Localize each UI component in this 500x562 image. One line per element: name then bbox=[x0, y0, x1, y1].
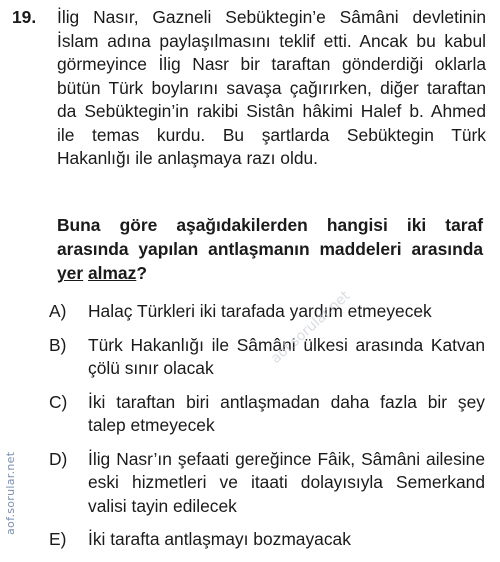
option-letter: D) bbox=[49, 448, 68, 469]
option-letter: E) bbox=[49, 529, 67, 549]
question-number: 19. bbox=[12, 7, 37, 27]
option-letter: C) bbox=[49, 391, 68, 412]
question-prompt bbox=[57, 213, 483, 285]
option-text: İlig Nasr’ın şefaati gereğince Fâik, Sâmâni ailesine eski hizmetleri ve itaati dolayısıyla Semerkand valisi tayin edilecek bbox=[88, 448, 485, 516]
option-c[interactable] bbox=[49, 391, 485, 438]
side-watermark: aof.sorular.net bbox=[4, 451, 17, 535]
option-a[interactable] bbox=[49, 300, 485, 324]
option-e[interactable] bbox=[49, 528, 485, 552]
question-block bbox=[12, 6, 486, 171]
prompt-underlined-almaz: almaz bbox=[87, 263, 137, 283]
option-letter: B) bbox=[49, 334, 67, 355]
option-text: Halaç Türkleri iki tarafada yardım etmeyecek bbox=[88, 301, 432, 321]
option-d[interactable] bbox=[49, 448, 485, 519]
option-text: İki taraftan biri antlaşmadan daha fazla bir şey talep etmeyecek bbox=[88, 391, 485, 435]
diagonal-watermark: aof.sorular.net bbox=[268, 287, 354, 367]
prompt-start: Buna göre aşağıdakilerden hangisi iki taraf arasında yapılan antlaşmanın maddeleri arasında bbox=[57, 215, 483, 259]
option-letter: A) bbox=[49, 301, 67, 321]
answer-options bbox=[49, 300, 485, 562]
prompt-end: ? bbox=[136, 263, 147, 283]
question-text: İlig Nasır, Gazneli Sebüktegin’e Sâmâni devletinin İslam adına paylaşılmasını teklif etti. Ancak bu kabul görmeyince İlig Nasr bir taraftan gönderdiği oklarla bütün Türk boylarını savaşa çağırırken, diğer taraftan da Sebüktegin’in rakibi Sistân hâkimi Halef b. Ahmed ile temas kurdu. Bu şartlarda Sebüktegin Türk Hakanlığı ile anlaşmaya razı oldu. bbox=[57, 7, 486, 168]
option-text: İki tarafta antlaşmayı bozmayacak bbox=[88, 529, 351, 549]
prompt-underlined-yer: yer bbox=[57, 263, 84, 283]
option-b[interactable] bbox=[49, 334, 485, 381]
option-text: Türk Hakanlığı ile Sâmâni ülkesi arasında Katvan çölü sınır olacak bbox=[88, 334, 485, 378]
